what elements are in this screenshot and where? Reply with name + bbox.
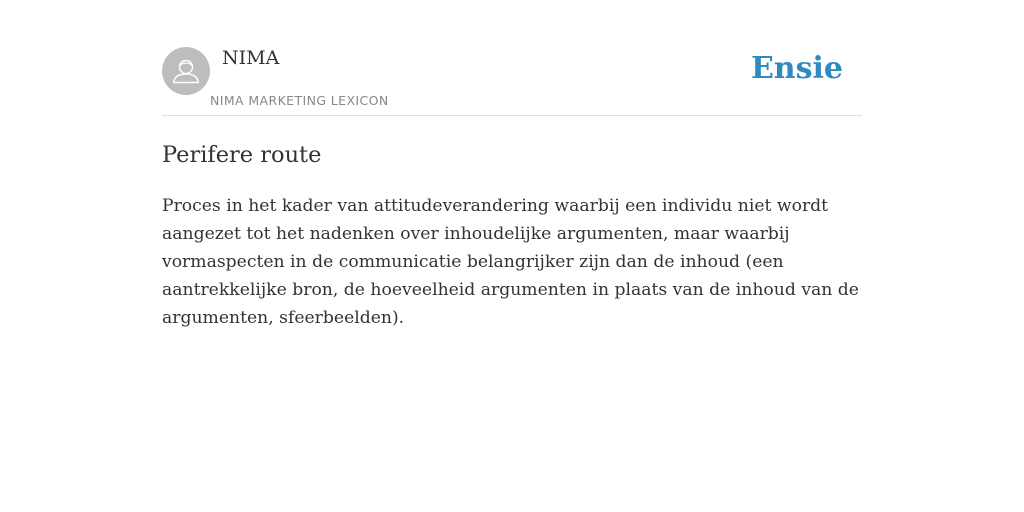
author-name[interactable]: NIMA xyxy=(222,47,280,69)
avatar[interactable] xyxy=(162,47,210,95)
user-icon xyxy=(162,47,210,95)
brand-logo[interactable]: Ensie xyxy=(750,51,843,86)
card-header xyxy=(162,0,862,116)
entry-definition: Proces in het kader van attitudeverandering waarbij een individu niet wordt aangezet tot het nadenken over inhoudelijke argumenten, maar waarbij vormaspecten in de communicatie belangrijker zijn dan de inhoud (een aantrekkelijke bron, de hoeveelheid argumenten in plaats van de inhoud van de argumenten, sfeerbeelden). xyxy=(162,196,859,328)
publication-name[interactable]: NIMA MARKETING LEXICON xyxy=(210,93,389,108)
entry-title: Perifere route xyxy=(162,142,322,168)
definition-card xyxy=(162,0,862,328)
